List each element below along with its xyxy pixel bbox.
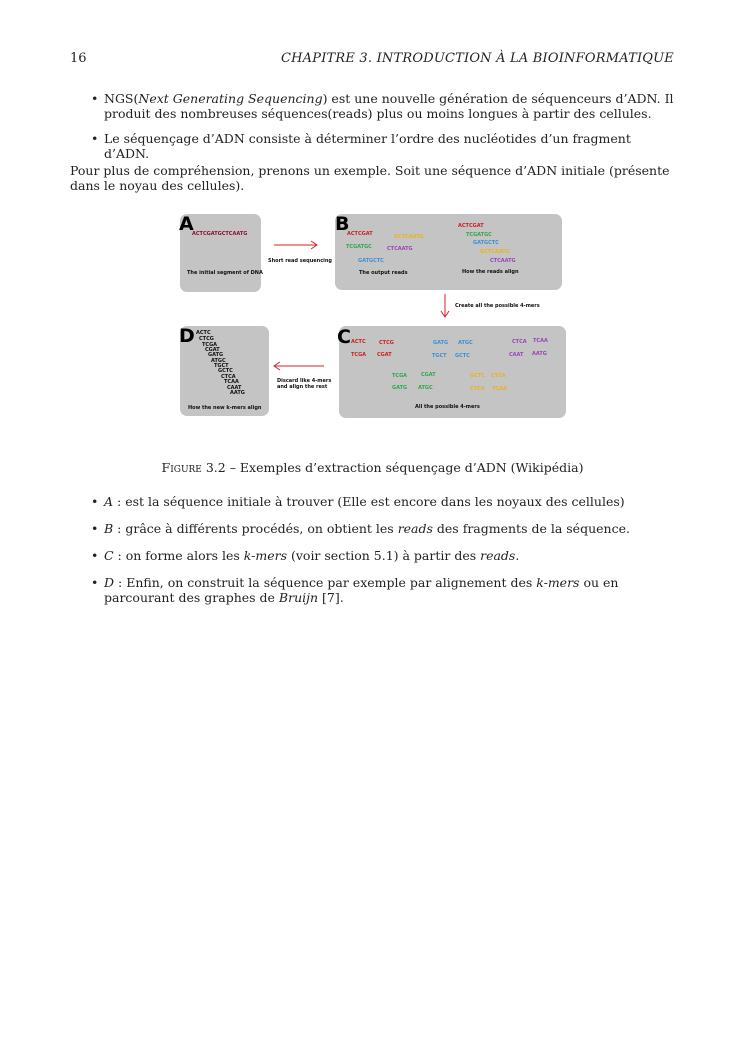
- panel-a-letter: A: [179, 213, 194, 235]
- figure-caption: Figure 3.2 – Exemples d’extraction séquençage d’ADN (Wikipédia): [161, 460, 584, 475]
- page-number: 16: [70, 51, 87, 66]
- explain-bullets: [70, 494, 674, 615]
- kmer: CTCA: [491, 373, 506, 379]
- aligned-kmer: ACTC: [196, 330, 211, 336]
- bullet-b: • B : grâce à différents procédés, on obtient les reads des fragments de la séquence.: [70, 521, 674, 536]
- read: GCTCAATG: [394, 234, 424, 240]
- aligned-kmer: CTCG: [199, 336, 214, 342]
- kmer: GATG: [392, 385, 408, 391]
- aligned-read: ACTCGAT: [458, 223, 484, 229]
- aligned-read: GCTCAATG: [480, 249, 510, 255]
- panel-b-aligned-caption: How the reads align: [462, 269, 519, 275]
- kmer: TCGA: [351, 352, 367, 358]
- read: CTCAATG: [387, 246, 413, 252]
- bullet-a: • A : est la séquence initiale à trouver (Elle est encore dans les noyaux des cellules): [70, 494, 674, 509]
- arrow-c-d: [272, 361, 326, 371]
- aligned-read: CTCAATG: [490, 258, 516, 264]
- kmer: ACTC: [351, 339, 366, 345]
- panel-a-caption: The initial segment of DNA: [187, 270, 263, 276]
- kmer: AATG: [532, 351, 547, 357]
- panel-b-letter: B: [335, 213, 350, 235]
- aligned-kmer: TCAA: [224, 379, 239, 385]
- aligned-kmer: TCGA: [202, 342, 218, 348]
- intro-bullets: [70, 91, 674, 171]
- kmer: CGAT: [421, 372, 436, 378]
- aligned-kmer: TGCT: [214, 363, 229, 369]
- panel-d-letter: D: [179, 325, 195, 347]
- read: TCGATGC: [346, 244, 372, 250]
- read: GATGCTC: [358, 258, 384, 264]
- read: ACTCGAT: [347, 231, 373, 237]
- bullet-c: • C : on forme alors les k-mers (voir section 5.1) à partir des reads.: [70, 548, 674, 563]
- intro-paragraph: Pour plus de compréhension, prenons un exemple. Soit une séquence d’ADN initiale (présente dans le noyau des cellules).: [70, 163, 670, 193]
- running-title: CHAPITRE 3. INTRODUCTION À LA BIOINFORMATIQUE: [281, 51, 674, 66]
- panel-c-caption: All the possible 4-mers: [415, 404, 480, 410]
- aligned-kmer: GCTC: [218, 368, 233, 374]
- bullet-ngs: • NGS(Next Generating Sequencing) est une nouvelle génération de séquenceurs d’ADN. Il produit des nombreuses séquences(reads) plus ou moins longues à partir des cellules.: [70, 91, 674, 121]
- kmer: CTCG: [379, 340, 394, 346]
- aligned-read: GATGCTC: [473, 240, 499, 246]
- arrow-b-c: [440, 294, 450, 318]
- kmer: GCTC: [455, 353, 470, 359]
- arrow-c-d-label-line1: Discard like 4-mers: [277, 378, 332, 384]
- kmer: CAAT: [509, 352, 524, 358]
- bullet-sequencing: • Le séquençage d’ADN consiste à déterminer l’ordre des nucléotides d’un fragment d’ADN.: [70, 131, 674, 161]
- kmer: CGAT: [377, 352, 392, 358]
- aligned-kmer: CAAT: [227, 385, 242, 391]
- kmer: TCAA: [533, 338, 548, 344]
- kmer: ATGC: [418, 385, 433, 391]
- arrow-a-b-label: Short read sequencing: [268, 258, 333, 264]
- arrow-c-d-label-line2: and align the rest: [277, 384, 328, 390]
- aligned-kmer: CGAT: [205, 347, 220, 353]
- arrow-b-c-label: Create all the possible 4-mers: [455, 303, 540, 309]
- kmer: CTCA: [512, 339, 527, 345]
- panel-d-caption: How the new k-mers align: [188, 405, 262, 411]
- kmer: GATG: [433, 340, 449, 346]
- panel-c-letter: C: [337, 326, 351, 348]
- aligned-kmer: GATG: [208, 352, 224, 358]
- panel-a-sequence: ACTCGATGCTCAATG: [192, 231, 248, 237]
- kmer: TGCT: [432, 353, 447, 359]
- kmer: TCGA: [392, 373, 408, 379]
- kmer: TCAA: [492, 386, 507, 392]
- aligned-kmer: AATG: [230, 390, 245, 396]
- arrow-a-b: [274, 240, 320, 250]
- aligned-read: TCGATGC: [466, 232, 492, 238]
- kmer: CTCA: [470, 386, 485, 392]
- aligned-kmer: CTCA: [221, 374, 236, 380]
- figure-sequencing: [178, 212, 568, 422]
- kmer: ATGC: [458, 340, 473, 346]
- bullet-d: • D : Enfin, on construit la séquence par exemple par alignement des k-mers ou en parcourant des graphes de Bruijn [7].: [70, 575, 674, 605]
- kmer: GCTC: [470, 373, 485, 379]
- aligned-kmer: ATGC: [211, 358, 226, 364]
- panel-b: [335, 214, 562, 290]
- panel-b-caption: The output reads: [359, 270, 408, 276]
